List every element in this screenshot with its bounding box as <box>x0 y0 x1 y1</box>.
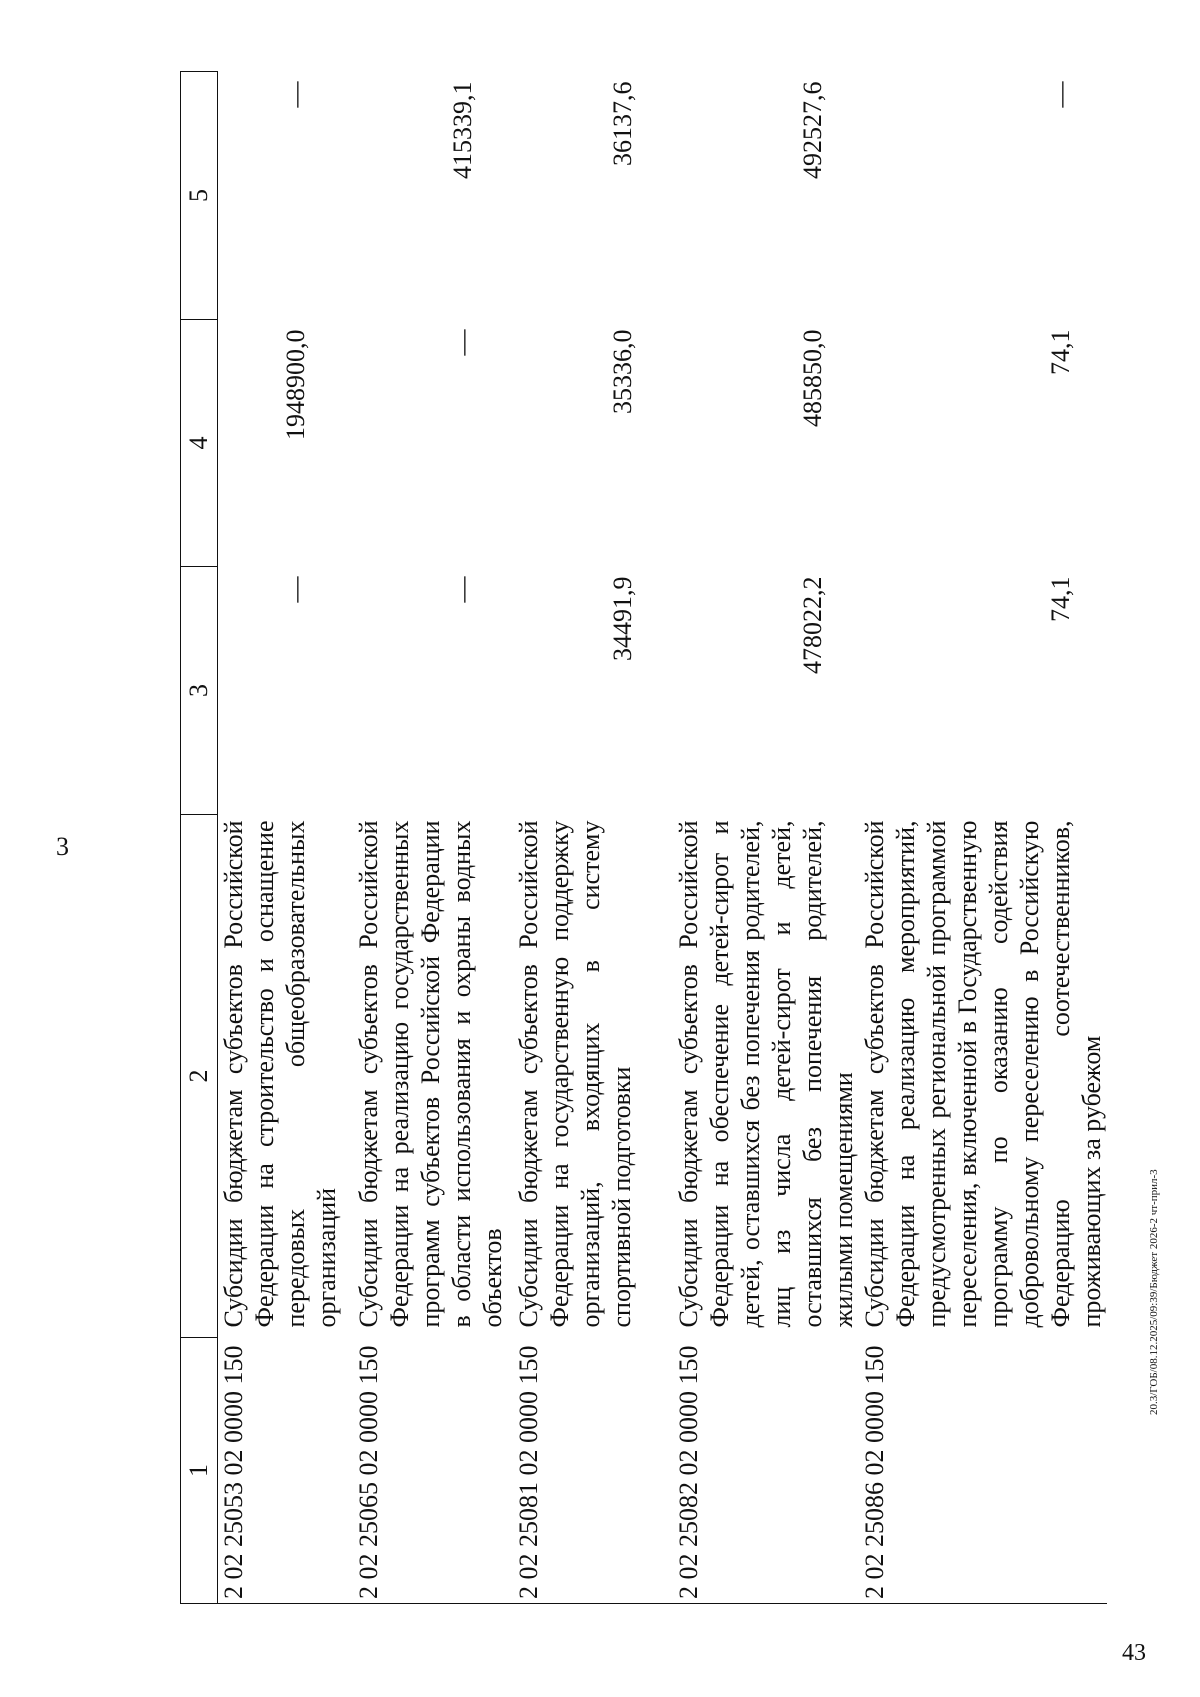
row-value-col3: 34491,9 <box>607 576 637 661</box>
budget-table <box>180 71 1107 1604</box>
budget-table-rotated <box>180 72 1106 1604</box>
row-value-col5: 415339,1 <box>447 81 477 179</box>
header-col-2: 2 <box>181 815 218 1338</box>
row-description: Субсидии бюджетам субъектов Российской Федерации на реализацию государственных программ субъектов Российской Федерации в области использования и охраны водных объектов <box>353 820 507 1328</box>
row-description: Субсидии бюджетам субъектов Российской Федерации на государственную поддержку организаций, входящих в систему спортивной подготовки <box>513 820 636 1328</box>
row-value-col3: — <box>447 576 477 603</box>
sheet-number: 43 <box>1122 1640 1146 1666</box>
table-row <box>513 72 673 1604</box>
header-row <box>181 72 218 1604</box>
row-description: Субсидии бюджетам субъектов Российской Федерации на реализацию мероприятий, предусмотренных региональной программой переселения, включенной в Государственную программу по оказанию содействия добровольному переселению в Российскую Федерацию соотечественников, проживающих за рубежом <box>859 820 1106 1328</box>
row-code: 2 02 25081 02 0000 150 <box>513 1338 673 1604</box>
table-row <box>218 72 353 1604</box>
footer-note: 20.3/ГОБ/08.12.2025/09:39/Бюджет 2026-2 чт-прил-3 <box>1148 1169 1160 1415</box>
row-value-col5: 492527,6 <box>797 81 827 179</box>
row-value-col4: 74,1 <box>1045 329 1075 375</box>
row-value-col4: 1948900,0 <box>281 329 310 440</box>
row-description: Субсидии бюджетам субъектов Российской Федерации на строительство и оснащение передовых общеобразовательных организаций <box>219 820 341 1328</box>
header-col-1: 1 <box>181 1338 218 1604</box>
header-col-3: 3 <box>181 567 218 815</box>
header-col-4: 4 <box>181 320 218 567</box>
header-col-5: 5 <box>181 72 218 320</box>
row-code: 2 02 25082 02 0000 150 <box>673 1338 859 1604</box>
row-value-col3: 74,1 <box>1045 576 1075 622</box>
row-value-col5: — <box>1045 81 1075 108</box>
row-value-col4: 485850,0 <box>797 329 827 427</box>
row-description: Субсидии бюджетам субъектов Российской Федерации на обеспечение детей-сирот и детей, оставшихся без попечения родителей, лиц из числа детей-сирот и детей, оставшихся без попечения родителей, жилыми помещениями <box>673 820 858 1328</box>
row-value-col3: 478022,2 <box>797 576 827 674</box>
row-value-col4: — <box>447 329 477 356</box>
row-code: 2 02 25065 02 0000 150 <box>353 1338 513 1604</box>
row-value-col4: 35336,0 <box>607 329 637 414</box>
table-row <box>859 72 1107 1604</box>
page-number: 3 <box>56 832 69 861</box>
row-value-col3: — <box>281 576 310 603</box>
row-value-col5: 36137,6 <box>607 81 637 166</box>
row-code: 2 02 25086 02 0000 150 <box>859 1338 1107 1604</box>
table-row <box>353 72 513 1604</box>
row-code: 2 02 25053 02 0000 150 <box>218 1338 353 1604</box>
table-row <box>673 72 859 1604</box>
row-value-col5: — <box>281 81 310 108</box>
